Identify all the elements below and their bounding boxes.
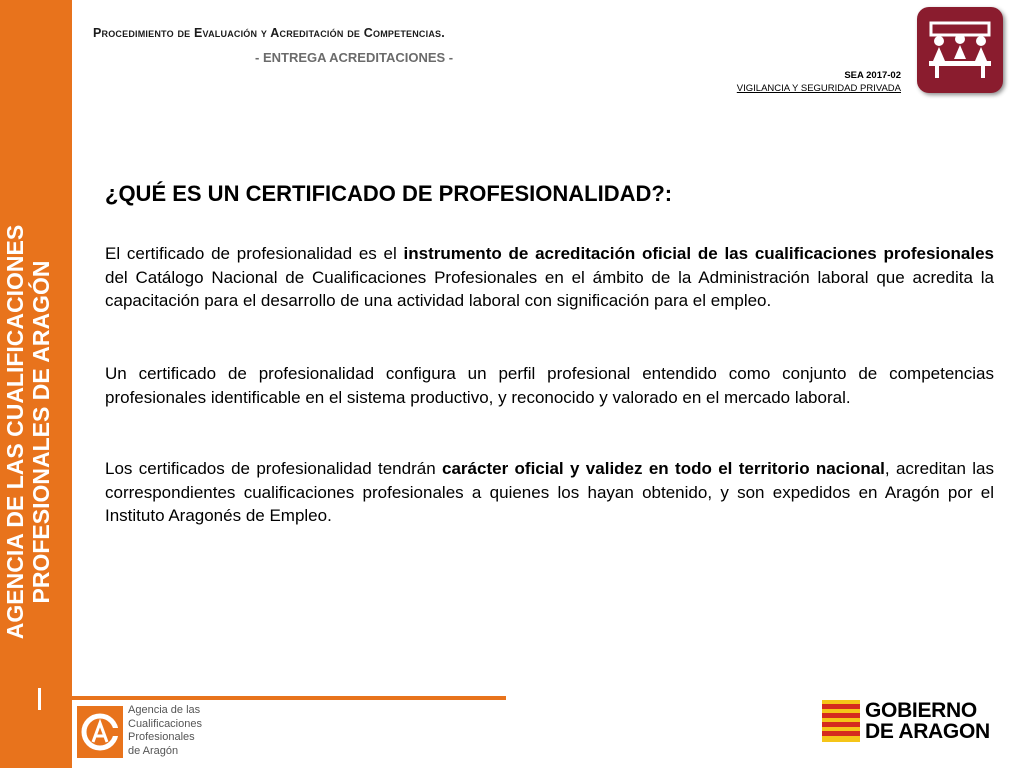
header-subtitle: - ENTREGA ACREDITACIONES - xyxy=(255,50,454,65)
agency-logo-icon xyxy=(77,706,123,758)
agency-vertical-title xyxy=(2,197,54,667)
paragraph-definition: El certificado de profesionalidad es el instrumento de acreditación oficial de las cualificaciones profesionales del Catálogo Nacional de Cualificaciones Profesionales en el ámbito de la Administración laboral que acredita la capacitación para el desarrollo de una actividad laboral con significación para el empleo. xyxy=(105,244,994,310)
government-logo-text xyxy=(865,700,990,742)
government-line-2: DE ARAGON xyxy=(865,720,990,743)
side-divider xyxy=(38,688,41,710)
government-line-1: GOBIERNO xyxy=(865,699,977,722)
agency-logo-line: de Aragón xyxy=(128,744,179,757)
aragon-flag-icon xyxy=(822,700,860,742)
program-name-link[interactable]: VIGILANCIA Y SEGURIDAD PRIVADA xyxy=(736,83,901,94)
evaluation-logo xyxy=(917,7,1003,93)
paragraph-profile: Un certificado de profesionalidad configura un perfil profesional entendido como conjunto de competencias profesionales identificable en el sistema productivo, y reconocido y valorado en el mercado laboral. xyxy=(105,364,994,407)
agency-logo-line: Agencia de las xyxy=(128,704,201,716)
emphasis-text: carácter oficial y validez en todo el territorio nacional xyxy=(442,459,885,478)
agency-logo-line: Profesionales xyxy=(128,731,195,743)
side-band xyxy=(0,0,72,768)
footer-divider xyxy=(72,696,506,700)
emphasis-text: instrumento de acreditación oficial de las cualificaciones profesionales xyxy=(403,244,994,263)
main-heading: ¿QUÉ ES UN CERTIFICADO DE PROFESIONALIDAD?: xyxy=(105,181,673,206)
agency-title-line-1: AGENCIA DE LAS CUALIFICACIONES xyxy=(2,224,28,640)
program-code: SEA 2017-02 xyxy=(844,70,901,81)
paragraph-validity: Los certificados de profesionalidad tendrán carácter oficial y validez en todo el territorio nacional, acreditan las correspondientes cualificaciones profesionales a quienes los hayan obtenido, y son expedidos en Aragón por el Instituto Aragonés de Empleo. xyxy=(105,459,994,525)
header-title: Procedimiento de Evaluación y Acreditación de Competencias. xyxy=(93,26,445,40)
meeting-table-icon xyxy=(925,17,995,83)
agency-title-line-2: PROFESIONALES DE ARAGÓN xyxy=(28,260,54,604)
agency-logo-text xyxy=(128,704,202,758)
agency-logo-line: Cualificaciones xyxy=(128,717,202,730)
